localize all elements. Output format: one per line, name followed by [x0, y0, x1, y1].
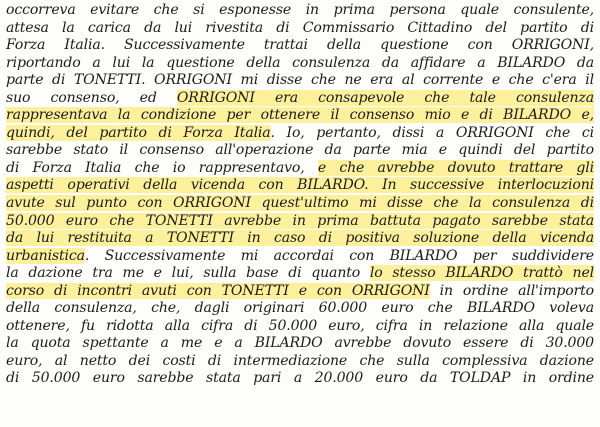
document-line	[6, 90, 594, 108]
text-segment: ottenere, fu ridotta alla cifra di 50.000 euro, cifra in relazione alla quale	[6, 317, 594, 334]
text-segment: di 50.000 euro sarebbe stata pari a 20.000 euro da TOLDAP in ordine	[6, 370, 594, 387]
document-line	[6, 195, 594, 213]
highlighted-text-segment: quindi, del partito di Forza Italia	[6, 124, 271, 141]
highlighted-text-segment: aspetti operativi della vicenda con BILARDO. In successive interlocuzioni	[6, 177, 594, 194]
highlighted-text-segment: rappresentava la condizione per ottenere il consenso mio e di BILARDO e,	[6, 107, 594, 124]
text-segment: suo consenso, ed	[6, 89, 177, 106]
document-line	[6, 318, 594, 336]
page-bottom-fade	[0, 419, 600, 427]
text-segment: parte di TONETTI. ORRIGONI mi disse che ne era al corrente e che c'era il	[6, 72, 594, 89]
document-line	[6, 353, 594, 371]
document-line	[6, 72, 594, 90]
document-line	[6, 248, 594, 266]
text-segment: sarebbe stato il consenso all'operazione da parte mia e quindi del partito	[6, 142, 594, 159]
highlighted-text-segment: da lui restituita a TONETTI in caso di positiva soluzione della vicenda	[6, 230, 594, 247]
text-segment: riportando a lui la questione della consulenza da affidare a BILARDO da	[6, 54, 594, 71]
highlighted-text-segment: e che avrebbe dovuto trattare gli	[317, 159, 594, 176]
highlighted-text-segment: 50.000 euro che TONETTI avrebbe in prima battuta pagato sarebbe stata	[6, 212, 594, 229]
text-segment: la quota spettante a me e a BILARDO avrebbe dovuto essere di 30.000	[6, 335, 594, 352]
document-line	[6, 370, 594, 388]
text-segment: occorreva evitare che si esponesse in prima persona quale consulente,	[6, 2, 594, 18]
document-line	[6, 37, 594, 55]
document-line	[6, 213, 594, 231]
text-segment: di Forza Italia che io rappresentavo,	[6, 159, 318, 176]
text-segment: . Successivamente mi accordai con BILARDO per suddividere	[84, 247, 594, 264]
highlighted-text-segment: lo stesso BILARDO trattò nel	[369, 265, 594, 282]
document-line	[6, 177, 594, 195]
document-line	[6, 107, 594, 125]
highlighted-text-segment: ORRIGONI era consapevole che tale consulenza	[176, 89, 594, 106]
document-line	[6, 283, 594, 301]
document-line	[6, 230, 594, 248]
text-segment: della consulenza, che, dagli originari 60.000 euro che BILARDO voleva	[6, 300, 594, 317]
document-line	[6, 300, 594, 318]
text-segment: . Io, pertanto, dissi a ORRIGONI che ci	[270, 124, 594, 141]
text-segment: euro, al netto dei costi di intermediazione che sulla complessiva dazione	[6, 352, 594, 369]
text-segment: in ordine all'importo	[429, 282, 594, 299]
highlighted-text-segment: urbanistica	[6, 247, 85, 264]
document-line	[6, 2, 594, 20]
document-line	[6, 55, 594, 73]
document-body	[6, 2, 594, 388]
document-line	[6, 125, 594, 143]
document-line	[6, 335, 594, 353]
document-line	[6, 160, 594, 178]
document-line	[6, 265, 594, 283]
highlighted-text-segment: corso di incontri avuti con TONETTI e con ORRIGONI	[6, 282, 430, 299]
text-segment: la dazione tra me e lui, sulla base di quanto	[6, 265, 370, 282]
document-line	[6, 142, 594, 160]
text-segment: Forza Italia. Successivamente trattai della questione con ORRIGONI,	[6, 37, 594, 54]
text-segment: attesa la carica da lui rivestita di Commissario Cittadino del partito di	[6, 19, 594, 36]
document-line	[6, 20, 594, 38]
highlighted-text-segment: avute sul punto con ORRIGONI quest'ultimo mi disse che la consulenza di	[6, 195, 594, 212]
